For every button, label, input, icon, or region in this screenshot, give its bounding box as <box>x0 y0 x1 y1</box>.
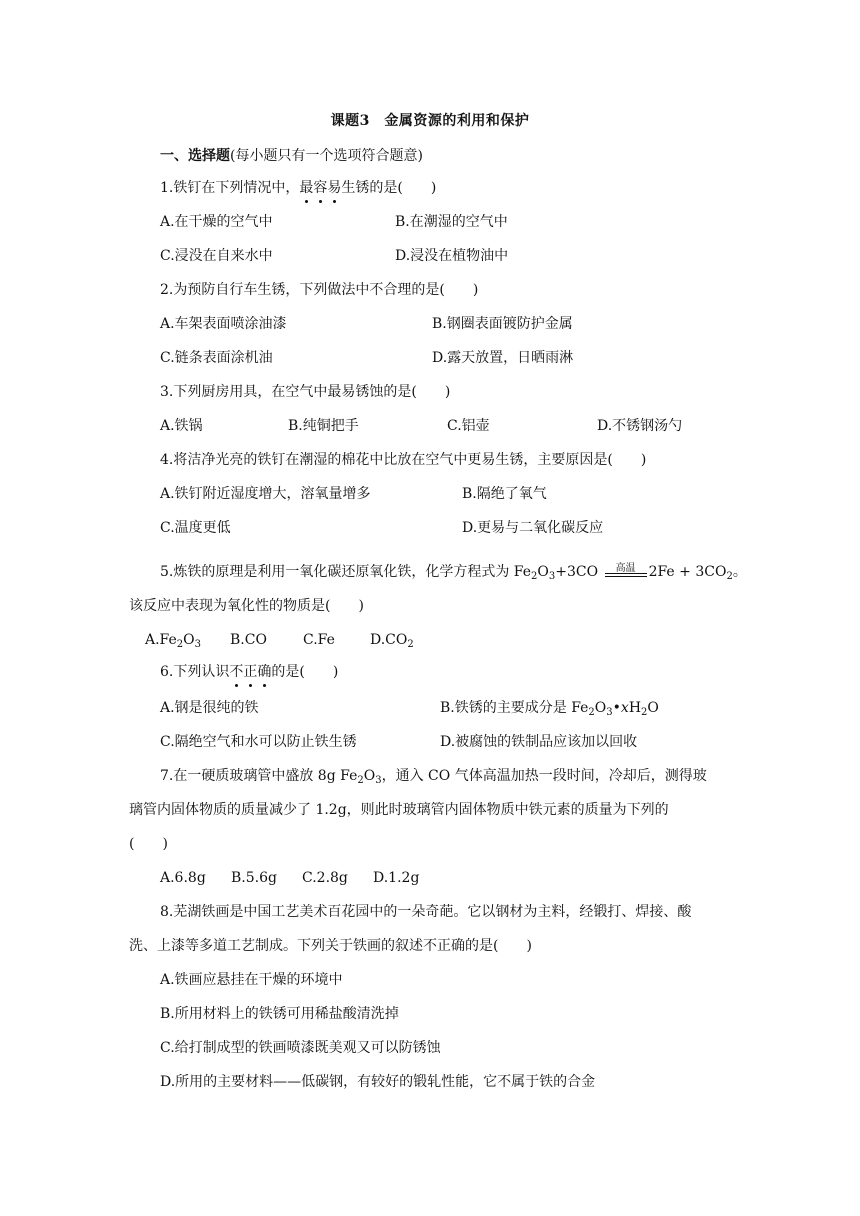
q7-stem-line-3: ( ) <box>129 836 168 852</box>
q3-option-b: B.纯铜把手 <box>288 418 359 434</box>
emphasis-char: 不 <box>229 664 244 680</box>
reaction-condition: 高温 <box>615 563 636 574</box>
q2-option-c: C.链条表面涂机油 <box>160 350 273 366</box>
q5-stem: 5.炼铁的原理是利用一氧化碳还原氧化铁，化学方程式为 Fe <box>160 564 532 580</box>
subscript: 2 <box>357 775 364 786</box>
q1-stem-post: 生锈的是( ) <box>341 180 437 196</box>
subscript: 2 <box>726 571 733 582</box>
q4-option-c: C.温度更低 <box>160 520 231 536</box>
q7-option-a: A.6.8g <box>160 870 206 886</box>
q6-option-d: D.被腐蚀的铁制品应该加以回收 <box>440 734 638 750</box>
question-1 <box>160 178 436 198</box>
question-4: 4.将洁净光亮的铁钉在潮湿的棉花中比放在空气中更易生锈，主要原因是( ) <box>160 452 647 468</box>
q5-option-a <box>145 630 201 650</box>
q8-option-b: B.所用材料上的铁锈可用稀盐酸清洗掉 <box>160 1006 399 1022</box>
q2-option-a: A.车架表面喷涂油漆 <box>160 316 287 332</box>
subscript: 3 <box>375 775 382 786</box>
q4-option-a: A.铁钉附近湿度增大，溶氧量增多 <box>160 486 371 502</box>
q1-stem-pre: 1.铁钉在下列情况中， <box>160 180 300 196</box>
q6-option-c: C.隔绝空气和水可以防止铁生锈 <box>160 734 357 750</box>
question-3: 3.下列厨房用具，在空气中最易锈蚀的是( ) <box>160 384 451 400</box>
subscript: 2 <box>588 707 595 718</box>
subscript: 2 <box>176 639 184 650</box>
q2-option-b: B.钢圈表面镀防护金属 <box>432 316 573 332</box>
question-5 <box>160 562 747 582</box>
q8-option-a: A.铁画应悬挂在干燥的环境中 <box>160 972 343 988</box>
option-text: B.铁锈的主要成分是 Fe <box>440 700 589 716</box>
q3-option-a: A.铁锅 <box>160 418 203 434</box>
option-text: x <box>620 700 629 716</box>
q5-stem-continued: 该反应中表现为氧化性的物质是( ) <box>129 598 364 614</box>
q1-option-a: A.在干燥的空气中 <box>160 214 273 230</box>
q7-option-c: C.2.8g <box>302 870 348 886</box>
subscript: 2 <box>641 707 648 718</box>
q6-stem-post: 的是( ) <box>271 664 339 680</box>
section-note: (每小题只有一个选项符合题意) <box>230 148 423 164</box>
emphasis-char: 容 <box>313 180 328 196</box>
q7-option-d: D.1.2g <box>373 870 420 886</box>
option-text: D.CO <box>370 632 408 648</box>
option-text: H <box>628 700 642 716</box>
q7-stem-line-2: 璃管内固体物质的质量减少了 1.2g，则此时玻璃管内固体物质中铁元素的质量为下列的 <box>129 802 669 818</box>
reaction-arrow <box>603 562 649 582</box>
q4-option-b: B.隔绝了氧气 <box>462 486 547 502</box>
q5-formula-part: O <box>537 564 549 580</box>
q5-formula-part: 。 <box>732 564 747 580</box>
option-text: O <box>183 632 195 648</box>
q6-option-a: A.钢是很纯的铁 <box>160 700 259 716</box>
page-title: 课题3 金属资源的利用和保护 <box>330 113 530 129</box>
q3-option-c: C.铝壶 <box>447 418 490 434</box>
q8-stem-line-2: 洗、上漆等多道工艺制成。下列关于铁画的叙述不正确的是( ) <box>129 938 532 954</box>
subscript: 2 <box>531 571 538 582</box>
subscript: 3 <box>606 707 613 718</box>
subscript: 2 <box>407 639 414 650</box>
option-text: O <box>647 700 659 716</box>
q7-stem: ，通入 CO 气体高温加热一段时间，冷却后，测得玻 <box>381 768 707 784</box>
emphasis-char: 确 <box>257 664 272 680</box>
q5-formula-part: +3CO <box>555 564 603 580</box>
section-heading <box>160 146 423 166</box>
q7-stem: 7.在一硬质玻璃管中盛放 8g Fe <box>160 768 358 784</box>
option-text: • <box>612 700 621 716</box>
section-title: 一、选择题 <box>160 148 230 164</box>
q1-option-d: D.浸没在植物油中 <box>395 248 509 264</box>
question-6 <box>160 662 338 682</box>
emphasis-char: 易 <box>327 180 342 196</box>
q1-option-c: C.浸没在自来水中 <box>160 248 273 264</box>
q8-option-c: C.给打制成型的铁画喷漆既美观又可以防锈蚀 <box>160 1040 441 1056</box>
emphasis-char: 正 <box>243 664 258 680</box>
q2-option-d: D.露天放置，日晒雨淋 <box>432 350 574 366</box>
question-8: 8.芜湖铁画是中国工艺美术百花园中的一朵奇葩。它以钢材为主料，经锻打、焊接、酸 <box>160 904 692 920</box>
q5-option-c: C.Fe <box>303 632 335 648</box>
q4-option-d: D.更易与二氧化碳反应 <box>462 520 604 536</box>
q3-option-d: D.不锈钢汤勺 <box>597 418 683 434</box>
q7-option-b: B.5.6g <box>231 870 277 886</box>
q6-option-b <box>440 698 659 718</box>
q1-option-b: B.在潮湿的空气中 <box>395 214 508 230</box>
emphasis-char: 最 <box>299 180 314 196</box>
q5-option-d <box>370 630 414 650</box>
q6-stem-pre: 6.下列认识 <box>160 664 230 680</box>
question-7 <box>160 766 707 786</box>
option-text: A.Fe <box>145 632 177 648</box>
subscript: 3 <box>194 639 202 650</box>
option-text: O <box>594 700 607 716</box>
q8-option-d: D.所用的主要材料——低碳钢，有较好的锻轧性能，它不属于铁的合金 <box>160 1074 596 1090</box>
q7-formula-part: O <box>363 768 376 784</box>
q5-option-b: B.CO <box>230 632 267 648</box>
question-2: 2.为预防自行车生锈，下列做法中不合理的是( ) <box>160 282 479 298</box>
q5-formula-part: 2Fe + 3CO <box>648 564 727 580</box>
subscript: 3 <box>548 571 556 582</box>
